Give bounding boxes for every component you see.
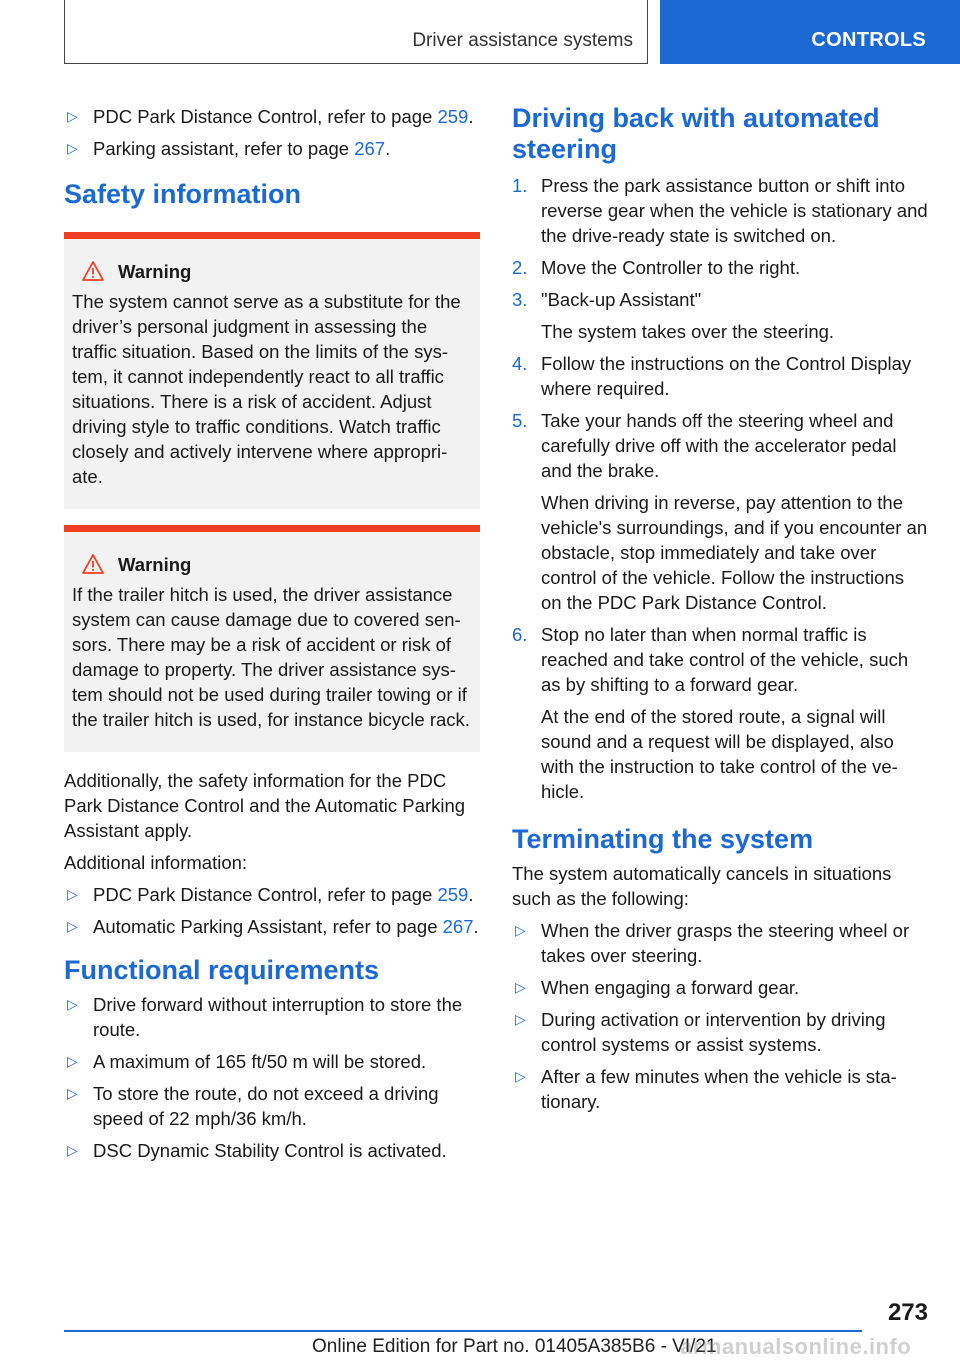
step-number: 6. [512,624,528,645]
step-number: 4. [512,353,528,374]
bullet-triangle-icon: ▷ [515,1011,526,1027]
step-item: 1. Press the park assistance button or shift into reverse gear when the vehicle is stationary and the drive-ready state is switched on. [512,175,928,246]
step-number: 1. [512,175,528,196]
step-item: 2. Move the Controller to the right. [512,257,801,278]
list-item: ▷ To store the route, do not exceed a driving speed of 22 mph/36 km/h. [67,1083,439,1129]
step-item: 5. Take your hands off the steering wheel and carefully drive off with the accelerator pedal and the brake. When driving in reverse, pay attention to the vehicle's surroundings, and if you encounter an obstacle, stop immediately and take over control of the vehicle. Follow the instructions on the PDC Park Distance Control. [512,410,928,613]
step-item: 4. Follow the instructions on the Control Display where required. [512,353,912,399]
edition-text: Online Edition for Part no. 01405A385B6 - VI/21 [312,1336,717,1357]
functional-heading: Functional requirements [64,955,380,985]
step-number: 5. [512,410,528,431]
safety-heading: Safety information [64,179,302,209]
list-item: ▷ A maximum of 165 ft/50 m will be stored. [67,1051,427,1072]
bullet-triangle-icon: ▷ [515,1068,526,1084]
warning-text: If the trailer hitch is used, the driver assistance system can cause damage due to covered sen- sors. There may be a risk of accident or risk of damage to property. The driver assistance sys- tem should not be used during trailer towing or if the trailer hitch is used, for instance bicycle rack. [72,584,470,730]
page-link[interactable]: 259 [437,106,469,127]
left-column [64,100,480,1170]
bullet-triangle-icon: ▷ [67,1142,78,1158]
header-chapter-tab[interactable] [660,0,960,64]
list-item: ▷ DSC Dynamic Stability Control is activated. [67,1140,447,1161]
list-item: ▷ Parking assistant, refer to page 267. [67,138,391,159]
bullet-triangle-icon: ▷ [67,886,78,902]
list-item: ▷ After a few minutes when the vehicle is sta- tionary. [515,1066,897,1112]
step-item: 6. Stop no later than when normal traffic is reached and take control of the vehicle, such as by shifting to a forward gear. At the end of the stored route, a signal will sound and a request will be displayed, also with the instruction to take control of the ve- hicle. [512,622,928,804]
bullet-triangle-icon: ▷ [515,922,526,938]
step-note: The system takes over the steering. [541,321,835,342]
warning-triangle-icon [82,554,104,574]
list-item: ▷ PDC Park Distance Control, refer to page 259. [67,106,474,127]
list-item: ▷ PDC Park Distance Control, refer to page 259. [67,884,474,905]
bullet-triangle-icon: ▷ [67,108,78,124]
page-link[interactable]: 259 [437,884,469,905]
step-item: 3. "Back-up Assistant" The system takes over the steering. [512,287,928,344]
additional-paragraph: Additionally, the safety information for the PDC Park Distance Control and the Automatic Parking Assistant apply. [64,770,466,841]
terminating-intro: The system automatically cancels in situations such as the following: [512,863,892,909]
warning-text: The system cannot serve as a substitute for the driver’s personal judgment in assessing the traffic situation. Based on the limits of the sys- tem, it cannot independently react to all traffic situations. There is a risk of accident. Adjust driving style to traffic conditions. Watch traffic closely and actively intervene where appropri- ate. [72,291,461,487]
warning-box [64,232,480,509]
list-item: ▷ Drive forward without interruption to store the route. [67,994,463,1040]
step-note: When driving in reverse, pay attention to the vehicle's surroundings, and if you encounter an obstacle, stop immediately and take over control of the vehicle. Follow the instructions on the PDC Park Distance Control. [541,492,928,613]
additional-info-label: Additional information: [64,852,248,873]
page-number: 273 [887,1299,928,1326]
warning-title: Warning [118,261,192,282]
terminating-heading: Terminating the system [512,824,814,854]
watermark: armanualsonline.info [680,1334,912,1359]
bullet-triangle-icon: ▷ [67,1053,78,1069]
list-item: ▷ During activation or intervention by driving control systems or assist systems. [515,1009,886,1055]
right-column [512,100,928,1121]
bullet-triangle-icon: ▷ [67,140,78,156]
footer-divider [64,1330,862,1332]
page-link[interactable]: 267 [354,138,386,159]
list-item: ▷ Automatic Parking Assistant, refer to page 267. [67,916,479,937]
bullet-triangle-icon: ▷ [515,979,526,995]
step-number: 3. [512,289,528,310]
chapter-title: CONTROLS [811,29,926,51]
warning-box [64,525,480,752]
bullet-triangle-icon: ▷ [67,918,78,934]
step-number: 2. [512,257,528,278]
header-section-tab [64,0,648,64]
bullet-triangle-icon: ▷ [67,1085,78,1101]
list-item: ▷ When the driver grasps the steering wheel or takes over steering. [515,920,910,966]
step-note: At the end of the stored route, a signal will sound and a request will be displayed, also with the instruction to take control of the ve- hicle. [541,706,898,802]
bullet-triangle-icon: ▷ [67,996,78,1012]
driving-back-heading: Driving back with automated steering [512,103,880,164]
page-link[interactable]: 267 [442,916,474,937]
section-title: Driver assistance systems [412,30,633,51]
warning-title: Warning [118,554,192,575]
warning-triangle-icon [82,261,104,281]
list-item: ▷ When engaging a forward gear. [515,977,800,998]
